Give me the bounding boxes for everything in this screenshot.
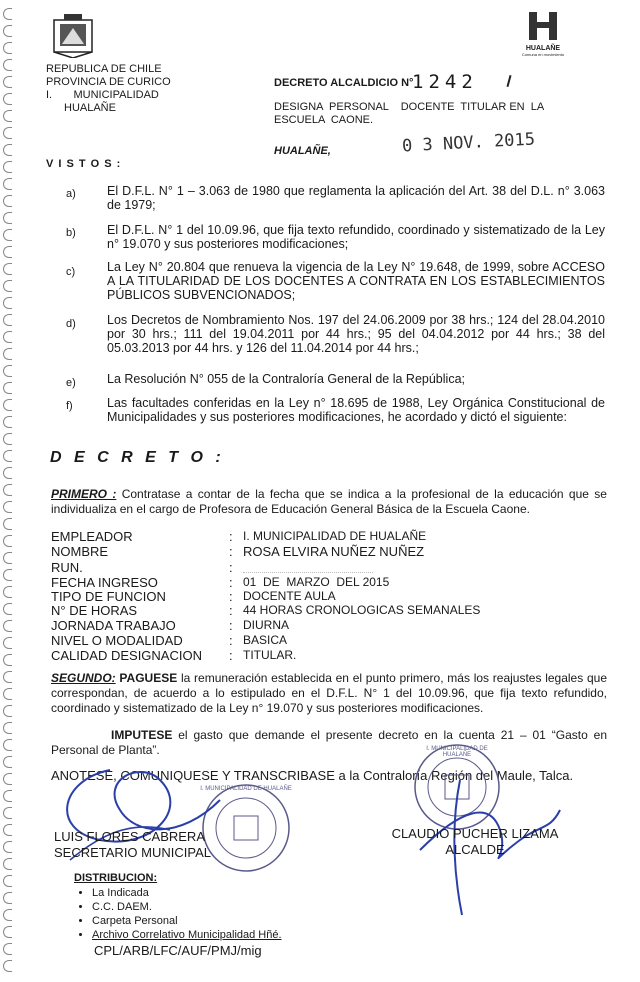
primero-label: PRIMERO : bbox=[51, 487, 117, 501]
spiral-ring bbox=[3, 841, 12, 853]
header-line: HUALAÑE bbox=[64, 102, 116, 114]
vistos-item: El D.F.L. N° 1 – 3.063 de 1980 que reglamenta la aplicación del Art. 38 del D.L. n° 3.063 de 1979; bbox=[107, 184, 605, 212]
subject-line: DESIGNA PERSONAL DOCENTE TITULAR EN LA bbox=[274, 101, 545, 113]
distribucion-block bbox=[74, 872, 282, 958]
distribucion-item: • Carpeta Personal bbox=[92, 914, 282, 928]
decree-number-slash bbox=[506, 75, 511, 87]
spiral-ring bbox=[3, 127, 12, 139]
redaction-mark bbox=[243, 562, 373, 573]
anotese-line: ANOTESE, COMUNIQUESE Y TRANSCRIBASE a la Contraloría Región del Maule, Talca. bbox=[51, 768, 574, 783]
primero-text: Contratase a contar de la fecha que se indica a la profesional de la educación que se individualiza en el cargo de Profesora de Educación General Básica de la Escuela Caone. bbox=[51, 487, 607, 516]
field-colon: : bbox=[229, 618, 233, 633]
vistos-item: Las facultades conferidas en la Ley n° 18.695 de 1988, Ley Orgánica Constitucional de Municipalidades y sus posteriores modificaciones, he acordado y dictó el siguiente: bbox=[107, 396, 605, 424]
field-label: N° DE HORAS bbox=[51, 603, 138, 618]
signatory-title: SECRETARIO MUNICIPAL bbox=[54, 845, 211, 860]
distribucion-heading: DISTRIBUCION: bbox=[74, 872, 158, 884]
spiral-ring bbox=[3, 586, 12, 598]
field-colon: : bbox=[229, 589, 233, 604]
spiral-ring bbox=[3, 943, 12, 955]
field-value: ROSA ELVIRA NUÑEZ NUÑEZ bbox=[243, 544, 425, 559]
hualane-h-icon bbox=[526, 10, 560, 42]
imputese-text: el gasto que demande el presente decreto en la cuenta 21 – 01 “Gasto en Personal de Planta”. bbox=[51, 728, 607, 757]
field-value: BASICA bbox=[243, 633, 288, 647]
signatory-title: ALCALDE bbox=[445, 842, 505, 857]
spiral-ring bbox=[3, 671, 12, 683]
spiral-ring bbox=[3, 399, 12, 411]
spiral-ring bbox=[3, 229, 12, 241]
field-colon: : bbox=[229, 575, 233, 590]
spiral-ring bbox=[3, 722, 12, 734]
field-label: EMPLEADOR bbox=[51, 529, 133, 544]
spiral-ring bbox=[3, 195, 12, 207]
vistos-item: El D.F.L. N° 1 del 10.09.96, que fija texto refundido, coordinado y sistematizado de la Ley n° 19.070 y sus posteriores modificaciones; bbox=[107, 223, 605, 251]
signatory-left bbox=[54, 829, 211, 861]
segundo-paragraph bbox=[51, 671, 607, 716]
spiral-ring bbox=[3, 263, 12, 275]
spiral-ring bbox=[3, 161, 12, 173]
segundo-label: SEGUNDO: bbox=[51, 671, 116, 685]
seal-text: I. MUNICIPALIDAD DE HUALAÑE bbox=[200, 786, 292, 792]
spiral-ring bbox=[3, 433, 12, 445]
field-colon: : bbox=[229, 544, 233, 559]
spiral-ring bbox=[3, 110, 12, 122]
field-value: TITULAR. bbox=[243, 648, 297, 662]
spiral-ring bbox=[3, 875, 12, 887]
seal-text: I. MUNICIPALIDAD DE HUALAÑE bbox=[426, 746, 488, 758]
spiral-ring bbox=[3, 331, 12, 343]
field-label: JORNADA TRABAJO bbox=[51, 618, 176, 633]
brand-tagline: Comuna en movimiento bbox=[521, 52, 565, 57]
field-colon: : bbox=[229, 648, 233, 663]
segundo-keyword: PAGUESE bbox=[119, 671, 178, 685]
spiral-ring bbox=[3, 858, 12, 870]
field-colon: : bbox=[229, 603, 233, 618]
distribucion-list bbox=[74, 886, 282, 942]
spiral-ring bbox=[3, 569, 12, 581]
spiral-ring bbox=[3, 8, 12, 20]
field-value: DIURNA bbox=[243, 618, 290, 632]
field-colon: : bbox=[229, 560, 233, 575]
spiral-ring bbox=[3, 603, 12, 615]
spiral-ring bbox=[3, 824, 12, 836]
vistos-item: Los Decretos de Nombramiento Nos. 197 del 24.06.2009 por 38 hrs.; 124 del 28.04.2010 por 30 hrs.; 111 del 19.04.2011 por 44 hrs.; 95 del 04.04.2012 por 44 hrs.; 38 del 05.03.2013 por 44 hrs. y 126 del 11.04.2014 por 44 hrs.; bbox=[107, 313, 605, 355]
vistos-heading: V I S T O S : bbox=[46, 158, 122, 170]
vistos-item: La Ley N° 20.804 que renueva la vigencia de la Ley N° 19.648, de 1999, sobre ACCESO A LA TITULARIDAD DE LOS DOCENTES A CONTRATA EN LOS ESTABLECIMIENTOS PÚBLICOS SUBVENCIONADOS; bbox=[107, 260, 605, 302]
signatory-name: LUIS FLORES CABRERA bbox=[54, 829, 205, 844]
field-label: NOMBRE bbox=[51, 544, 109, 559]
spiral-ring bbox=[3, 59, 12, 71]
field-value: DOCENTE AULA bbox=[243, 589, 336, 603]
spiral-ring bbox=[3, 314, 12, 326]
spiral-ring bbox=[3, 42, 12, 54]
spiral-ring bbox=[3, 688, 12, 700]
spiral-ring bbox=[3, 484, 12, 496]
decreto-heading: D E C R E T O : bbox=[50, 449, 225, 466]
field-colon: : bbox=[229, 633, 233, 648]
field-colon: : bbox=[229, 529, 233, 544]
spiral-ring bbox=[3, 552, 12, 564]
segundo-text: la remuneración establecida en el punto primero, más los reajustes legales que correspondan, de acuerdo a lo estipulado en el D.F.L. N° 1 del 10.09.96, que fija texto refundido, coordinado y sistematizado de la Ley n° 19.070 y sus posteriores modificaciones. bbox=[51, 671, 607, 715]
spiral-ring bbox=[3, 467, 12, 479]
vistos-letter: a) bbox=[66, 188, 76, 200]
header-left-block bbox=[46, 63, 171, 115]
spiral-ring bbox=[3, 297, 12, 309]
header-line: I. MUNICIPALIDAD bbox=[46, 89, 159, 101]
signatory-right bbox=[390, 826, 560, 858]
primero-paragraph bbox=[51, 487, 607, 517]
header-line: PROVINCIA DE CURICO bbox=[46, 76, 171, 88]
spiral-ring bbox=[3, 280, 12, 292]
decree-place: HUALAÑE, bbox=[274, 145, 331, 157]
spiral-ring bbox=[3, 654, 12, 666]
field-label: CALIDAD DESIGNACION bbox=[51, 648, 202, 663]
spiral-ring bbox=[3, 348, 12, 360]
spiral-ring bbox=[3, 705, 12, 717]
spiral-ring bbox=[3, 76, 12, 88]
spiral-ring bbox=[3, 365, 12, 377]
field-value: 01 DE MARZO DEL 2015 bbox=[243, 575, 390, 589]
vistos-letter: e) bbox=[66, 377, 76, 389]
spiral-ring bbox=[3, 212, 12, 224]
spiral-ring bbox=[3, 416, 12, 428]
spiral-ring bbox=[3, 790, 12, 802]
spiral-ring bbox=[3, 246, 12, 258]
decree-number: 1242 bbox=[412, 71, 478, 93]
spiral-ring bbox=[3, 926, 12, 938]
spiral-ring bbox=[3, 518, 12, 530]
hualane-brand-logo bbox=[518, 10, 568, 60]
spiral-ring bbox=[3, 620, 12, 632]
spiral-ring bbox=[3, 178, 12, 190]
spiral-ring bbox=[3, 382, 12, 394]
signatory-name: CLAUDIO PUCHER LIZAMA bbox=[391, 826, 559, 841]
vistos-letter: d) bbox=[66, 318, 76, 330]
decree-label: DECRETO ALCALDICIO N° bbox=[274, 77, 414, 89]
field-label: TIPO DE FUNCION bbox=[51, 589, 166, 604]
spiral-ring bbox=[3, 773, 12, 785]
spiral-ring bbox=[3, 909, 12, 921]
spiral-ring bbox=[3, 756, 12, 768]
distribucion-item: • La Indicada bbox=[92, 886, 282, 900]
header-line: REPUBLICA DE CHILE bbox=[46, 63, 162, 75]
crest-logo bbox=[52, 14, 94, 58]
subject-line: ESCUELA CAONE. bbox=[274, 114, 374, 126]
field-value: I. MUNICIPALIDAD DE HUALAÑE bbox=[243, 529, 427, 543]
distribucion-initials: CPL/ARB/LFC/AUF/PMJ/mig bbox=[94, 943, 262, 958]
spiral-ring bbox=[3, 892, 12, 904]
spiral-ring bbox=[3, 93, 12, 105]
spiral-ring bbox=[3, 807, 12, 819]
field-label: RUN. bbox=[51, 560, 83, 575]
field-label: NIVEL O MODALIDAD bbox=[51, 633, 183, 648]
vistos-item: La Resolución N° 055 de la Contraloría General de la República; bbox=[107, 372, 465, 386]
distribucion-item: • C.C. DAEM. bbox=[92, 900, 282, 914]
spiral-ring bbox=[3, 637, 12, 649]
decree-subject bbox=[274, 101, 544, 127]
field-value: 44 HORAS CRONOLOGICAS SEMANALES bbox=[243, 603, 481, 617]
brand-name: HUALAÑE bbox=[525, 45, 561, 52]
date-stamp: 0 3 NOV. 2015 bbox=[401, 129, 536, 157]
spiral-ring bbox=[3, 144, 12, 156]
imputese-label: IMPUTESE bbox=[111, 728, 173, 742]
field-label: FECHA INGRESO bbox=[51, 575, 158, 590]
vistos-letter: b) bbox=[66, 227, 76, 239]
spiral-ring bbox=[3, 450, 12, 462]
distribucion-item: • Archivo Correlativo Municipalidad Hñé. bbox=[92, 928, 282, 942]
vistos-letter: f) bbox=[66, 400, 73, 412]
vistos-letter: c) bbox=[66, 266, 76, 278]
spiral-ring bbox=[3, 501, 12, 513]
spiral-ring bbox=[3, 535, 12, 547]
spiral-ring bbox=[3, 960, 12, 972]
spiral-ring bbox=[3, 25, 12, 37]
spiral-ring bbox=[3, 739, 12, 751]
